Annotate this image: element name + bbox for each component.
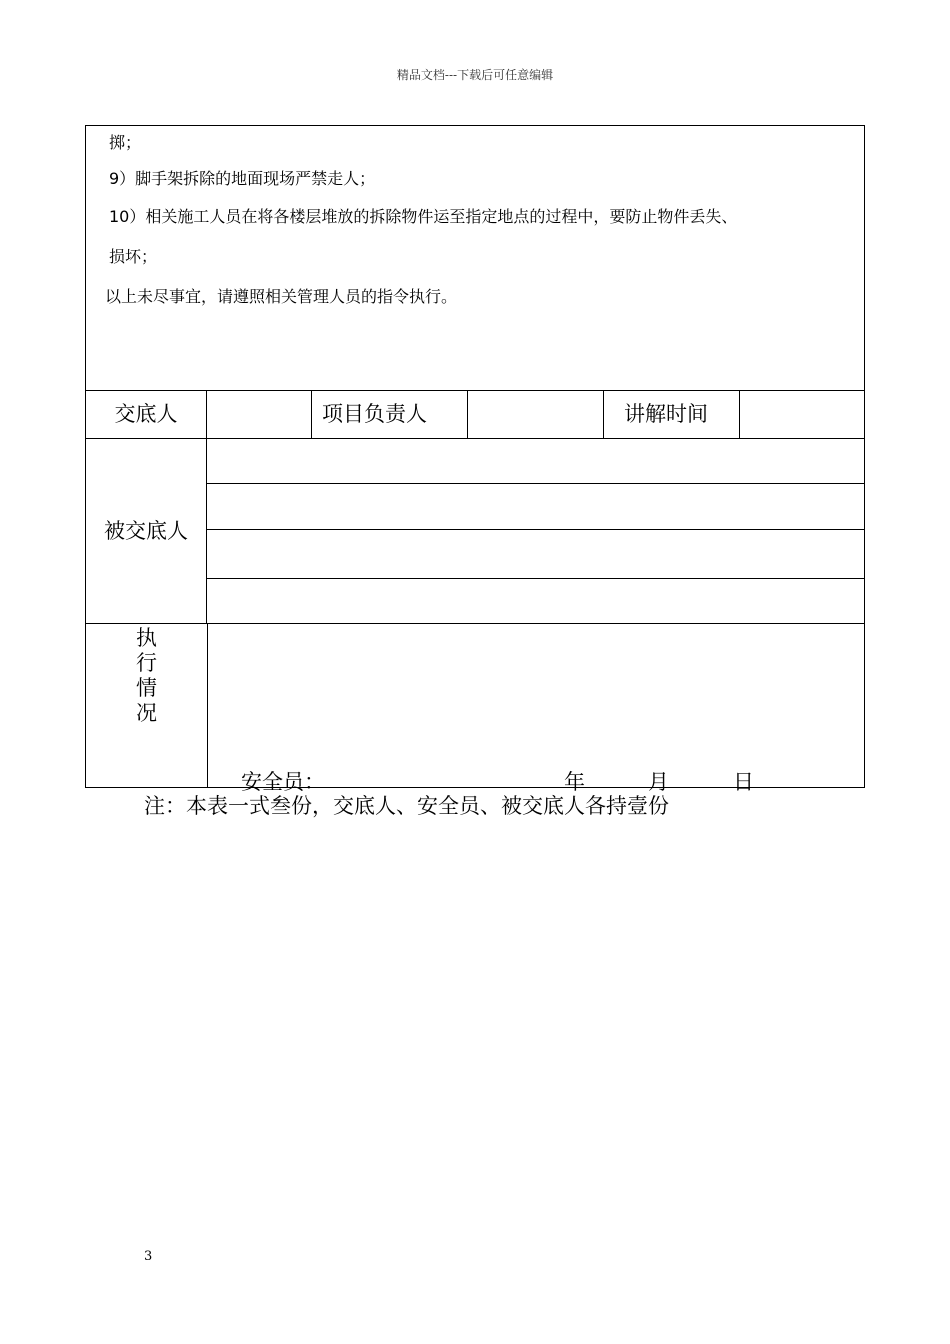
content-line-4: 损坏； — [109, 247, 158, 266]
briefing-content — [86, 126, 864, 391]
recipients-label: 被交底人 — [86, 439, 207, 623]
execution-label-char: 情 — [136, 676, 157, 700]
execution-label-char: 执 — [136, 626, 157, 650]
content-line-5: 以上未尽事宜，请遵照相关管理人员的指令执行。 — [105, 287, 458, 306]
execution-label — [86, 624, 208, 787]
project-lead-field[interactable] — [468, 391, 604, 438]
project-lead-label: 项目负责人 — [312, 391, 468, 438]
recipient-row-divider — [207, 578, 864, 579]
safety-briefing-form — [85, 125, 865, 794]
month-label: 月 — [648, 770, 669, 794]
execution-block — [86, 624, 864, 787]
safety-officer-label: 安全员： — [241, 770, 325, 794]
briefing-time-label: 讲解时间 — [604, 391, 740, 438]
year-label: 年 — [564, 770, 585, 794]
briefing-time-field[interactable] — [740, 391, 864, 438]
presenter-field[interactable] — [207, 391, 312, 438]
presenter-label: 交底人 — [86, 391, 207, 438]
page-number: 3 — [144, 1249, 153, 1264]
recipient-row-divider — [207, 529, 864, 530]
signature-row — [86, 391, 864, 439]
content-line-3: 10）相关施工人员在将各楼层堆放的拆除物件运至指定地点的过程中，要防止物件丢失、 — [109, 207, 738, 226]
recipient-row-divider — [207, 483, 864, 484]
content-line-1: 掷； — [109, 133, 142, 152]
day-label: 日 — [733, 770, 754, 794]
page-header-note: 精品文档---下载后可任意编辑 — [396, 68, 554, 82]
form-footnote: 注：本表一式叁份，交底人、安全员、被交底人各持壹份 — [144, 794, 669, 818]
content-line-2: 9）脚手架拆除的地面现场严禁走人； — [109, 169, 376, 188]
execution-label-char: 行 — [136, 651, 157, 675]
recipients-block — [86, 439, 864, 624]
execution-label-char: 况 — [136, 701, 157, 725]
